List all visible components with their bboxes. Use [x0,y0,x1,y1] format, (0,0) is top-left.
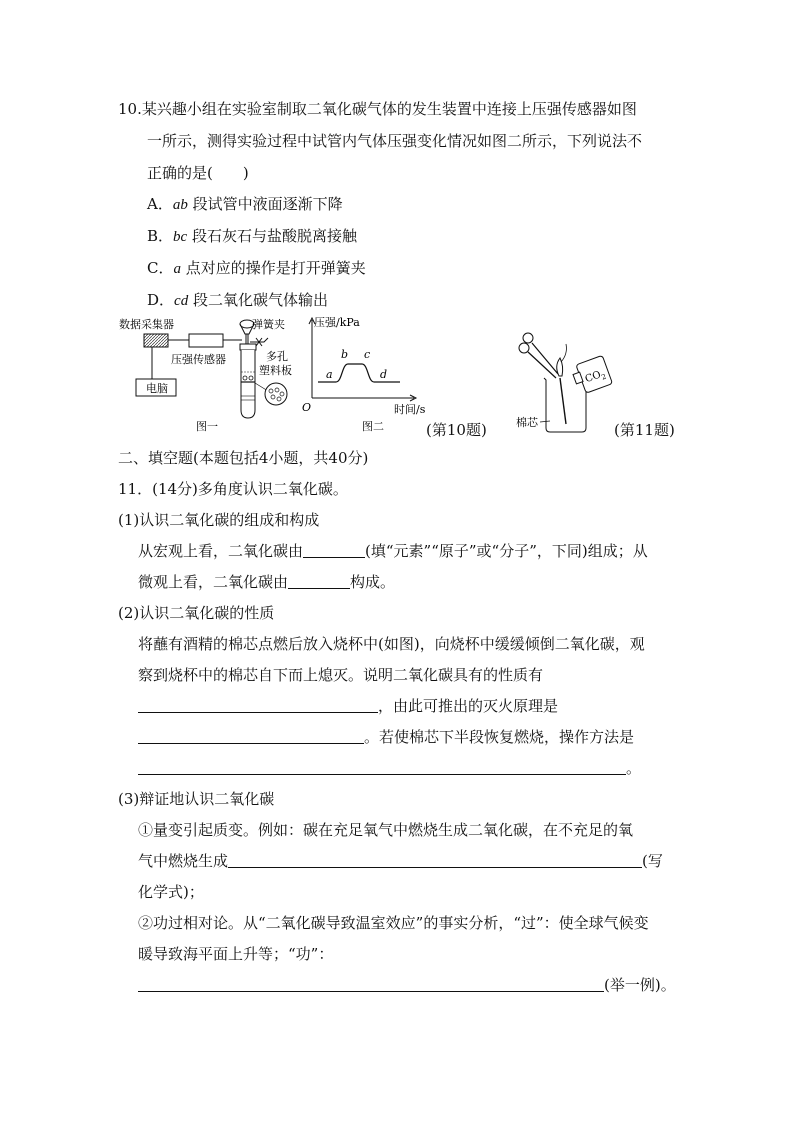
option-var: a [173,261,181,277]
q11-part3-line2: 气中燃烧生成 (写 [138,852,663,870]
q11-part3-line1: ①量变引起质变。例如：碳在充足氧气中燃烧生成二氧化碳，在不充足的氧 [138,821,634,839]
pressure-sensor-box [189,334,223,347]
section2-heading: 二、填空题(本题包括4小题，共40分) [118,449,369,467]
option-letter: A． [147,195,173,213]
answer-blank[interactable] [138,696,378,713]
q11-title: 11．(14分)多角度认识二氧化碳。 [118,480,348,498]
q11-part3-line6: (举一例)。 [138,974,676,996]
pressure-sensor-label: 压强传感器 [171,353,226,366]
data-collector-box [144,334,168,347]
figure1-caption: 图一 [196,420,218,433]
q11-part2-line3: ，由此可推出的灭火原理是 [138,695,558,717]
porous-plate-label-2: 塑料板 [259,364,292,377]
q11-part1-heading: (1)认识二氧化碳的组成和构成 [118,511,320,529]
figure11-ref: (第11题) [614,421,675,439]
answer-blank[interactable] [138,727,364,744]
co2-label: $CO_2$ [583,369,608,386]
q11-part3-heading: (3)辩证地认识二氧化碳 [118,790,275,808]
q10-stem-line1: 10.某兴趣小组在实验室制取二氧化碳气体的发生装置中连接上压强传感器如图 [118,100,637,118]
answer-blank[interactable] [138,758,626,775]
answer-blank[interactable] [138,975,604,992]
figure2-caption: 图二 [362,420,384,433]
option-text: 段试管中液面逐渐下降 [192,195,343,213]
option-text: 段二氧化碳气体输出 [192,291,328,309]
test-tube [240,344,256,350]
option-var: cd [174,293,189,309]
q10-stem-line3: 正确的是( ) [147,164,249,182]
option-text: 段石灰石与盐酸脱离接触 [191,227,357,245]
spring-clip-label: 弹簧夹 [252,318,285,331]
point-b-label: b [341,348,349,361]
point-c-label: c [364,348,371,361]
q10-option-b [147,225,357,248]
q11-part3-line4: ②功过相对论。从“二氧化碳导致温室效应”的事实分析，“过”：使全球气候变 [138,914,649,932]
option-letter: B． [147,227,174,245]
y-axis-label: 压强/kPa [314,316,360,329]
figure1-apparatus [116,312,306,436]
q11-part2-line1: 将蘸有酒精的棉芯点燃后放入烧杯中(如图)，向烧杯中缓缓倾倒二氧化碳，观 [138,635,645,653]
answer-blank[interactable] [303,541,365,558]
q10-option-a [147,193,343,216]
option-var: bc [173,229,188,245]
computer-label: 电脑 [146,382,168,395]
q11-part2-line2: 察到烧杯中的棉芯自下而上熄灭。说明二氧化碳具有的性质有 [138,666,544,684]
answer-blank[interactable] [288,572,350,589]
q10-option-c [147,257,366,280]
figure3-beaker [516,322,618,438]
option-letter: D． [147,291,175,309]
q11-part1-line2: 微观上看，二氧化碳由 构成。 [138,573,396,591]
point-a-label: a [326,368,333,381]
q11-part1-line1: 从宏观上看，二氧化碳由 (填“元素”“原子”或“分子”，下同)组成；从 [138,542,648,560]
option-text: 点对应的操作是打开弹簧夹 [185,259,366,277]
option-var: ab [172,197,188,213]
q11-part3-line3: 化学式)； [138,883,204,901]
porous-plate-label-1: 多孔 [266,350,288,363]
wick-label: 棉芯 [516,416,538,429]
q11-part2-line4: 。若使棉芯下半段恢复燃烧，操作方法是 [138,726,634,748]
point-d-label: d [380,368,388,381]
origin-label: O [302,401,312,414]
q11-part2-heading: (2)认识二氧化碳的性质 [118,604,275,622]
q11-part3-line5: 暖导致海平面上升等；“功”： [138,945,334,963]
answer-blank[interactable] [228,851,642,868]
data-collector-label: 数据采集器 [119,318,174,331]
figure2-pressure-chart [298,312,426,436]
q10-stem-line2: 一所示，测得实验过程中试管内气体压强变化情况如图二所示，下列说法不 [147,132,643,150]
q11-part2-line5: 。 [138,757,641,779]
option-letter: C． [147,259,174,277]
q10-option-d [147,289,328,312]
x-axis-label: 时间/s [394,403,426,416]
figure10-ref: (第10题) [426,421,487,439]
